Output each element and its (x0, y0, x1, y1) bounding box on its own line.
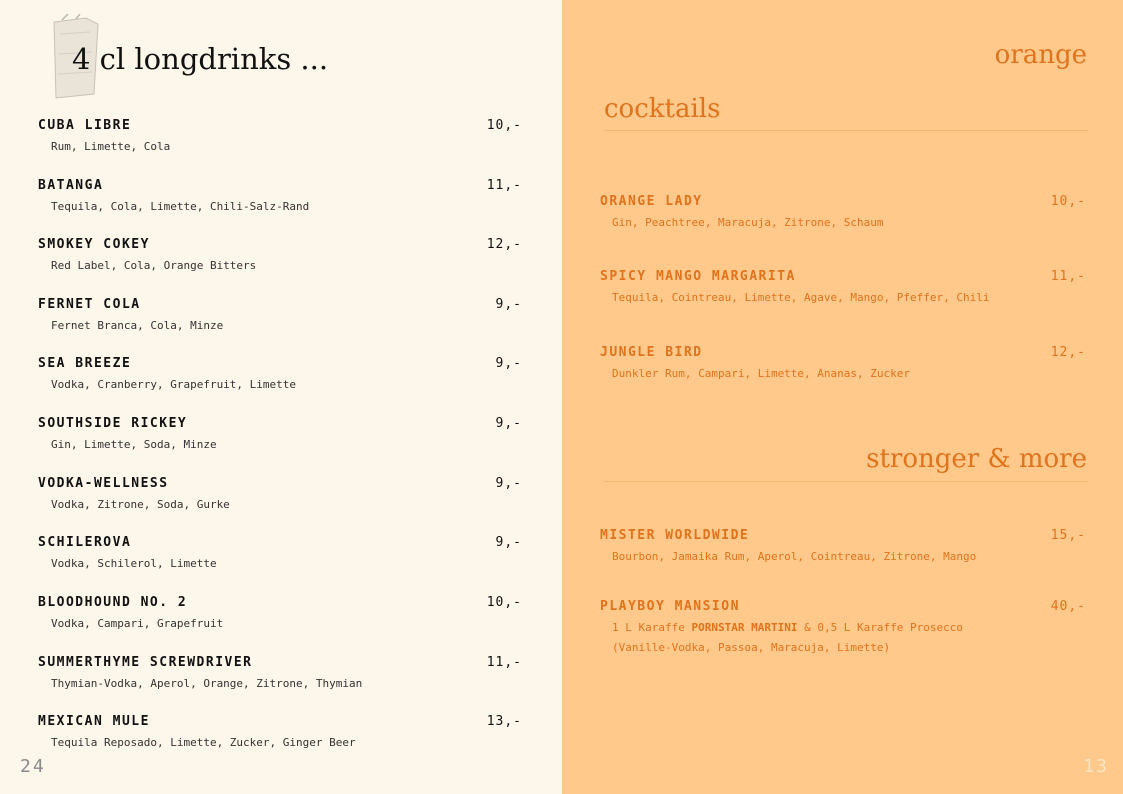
item-description (612, 621, 963, 634)
item-description: Vodka, Zitrone, Soda, Gurke (51, 498, 230, 511)
item-description: Bourbon, Jamaika Rum, Aperol, Cointreau, Zitrone, Mango (612, 550, 977, 563)
item-price: 10,- (486, 118, 522, 133)
item-description: Rum, Limette, Cola (51, 140, 171, 153)
item-description: Tequila, Cola, Limette, Chili-Salz-Rand (51, 200, 310, 213)
item-price: 12,- (486, 237, 522, 252)
page-title: 4 cl longdrinks ... (72, 42, 329, 76)
item-name: SPICY MANGO MARGARITA (600, 269, 796, 284)
item-price: 12,- (1050, 345, 1086, 360)
item-name: MISTER WORLDWIDE (600, 528, 750, 543)
item-name: PLAYBOY MANSION (600, 599, 740, 614)
item-price: 10,- (1050, 194, 1086, 209)
item-name: SEA BREEZE (38, 356, 132, 371)
item-price: 9,- (495, 416, 522, 431)
item-price: 9,- (495, 476, 522, 491)
item-description: Red Label, Cola, Orange Bitters (51, 259, 257, 272)
item-description: Vodka, Campari, Grapefruit (51, 617, 224, 630)
item-name: SCHILEROVA (38, 535, 132, 550)
section-heading-cocktails: cocktails (604, 94, 721, 124)
item-price: 9,- (495, 297, 522, 312)
item-description: Vodka, Cranberry, Grapefruit, Limette (51, 378, 297, 391)
item-name: SMOKEY COKEY (38, 237, 150, 252)
item-price: 9,- (495, 356, 522, 371)
item-name: VODKA-WELLNESS (38, 476, 169, 491)
item-price: 10,- (486, 595, 522, 610)
item-price: 40,- (1050, 599, 1086, 614)
item-price: 11,- (486, 178, 522, 193)
item-description: Fernet Branca, Cola, Minze (51, 319, 224, 332)
section-heading-orange: orange (994, 40, 1087, 70)
item-description: Thymian-Vodka, Aperol, Orange, Zitrone, Thymian (51, 677, 363, 690)
item-description: Gin, Peachtree, Maracuja, Zitrone, Schaum (612, 216, 884, 229)
item-name: FERNET COLA (38, 297, 141, 312)
desc-highlight: PORNSTAR MARTINI (691, 621, 798, 634)
item-name: ORANGE LADY (600, 194, 703, 209)
divider (604, 481, 1088, 482)
right-page (562, 0, 1123, 794)
item-description: Dunkler Rum, Campari, Limette, Ananas, Zucker (612, 367, 911, 380)
item-description: Tequila, Cointreau, Limette, Agave, Mango, Pfeffer, Chili (612, 291, 990, 304)
item-name: JUNGLE BIRD (600, 345, 703, 360)
item-price: 15,- (1050, 528, 1086, 543)
item-description: Vodka, Schilerol, Limette (51, 557, 217, 570)
desc-prefix: 1 L Karaffe (612, 621, 692, 634)
item-name: SUMMERTHYME SCREWDRIVER (38, 655, 253, 670)
item-name: BLOODHOUND NO. 2 (38, 595, 188, 610)
item-name: SOUTHSIDE RICKEY (38, 416, 188, 431)
divider (604, 130, 1088, 131)
item-name: CUBA LIBRE (38, 118, 132, 133)
section-heading-stronger: stronger & more (866, 444, 1087, 474)
item-description-line2: (Vanille-Vodka, Passoa, Maracuja, Limette) (612, 641, 891, 654)
page-number: 13 (1083, 756, 1109, 777)
item-price: 11,- (486, 655, 522, 670)
item-price: 11,- (1050, 269, 1086, 284)
item-description: Gin, Limette, Soda, Minze (51, 438, 217, 451)
page-number: 24 (20, 756, 46, 777)
item-description: Tequila Reposado, Limette, Zucker, Ginger Beer (51, 736, 356, 749)
item-name: MEXICAN MULE (38, 714, 150, 729)
desc-suffix: & 0,5 L Karaffe Prosecco (797, 621, 964, 634)
item-name: BATANGA (38, 178, 104, 193)
item-price: 13,- (486, 714, 522, 729)
item-price: 9,- (495, 535, 522, 550)
